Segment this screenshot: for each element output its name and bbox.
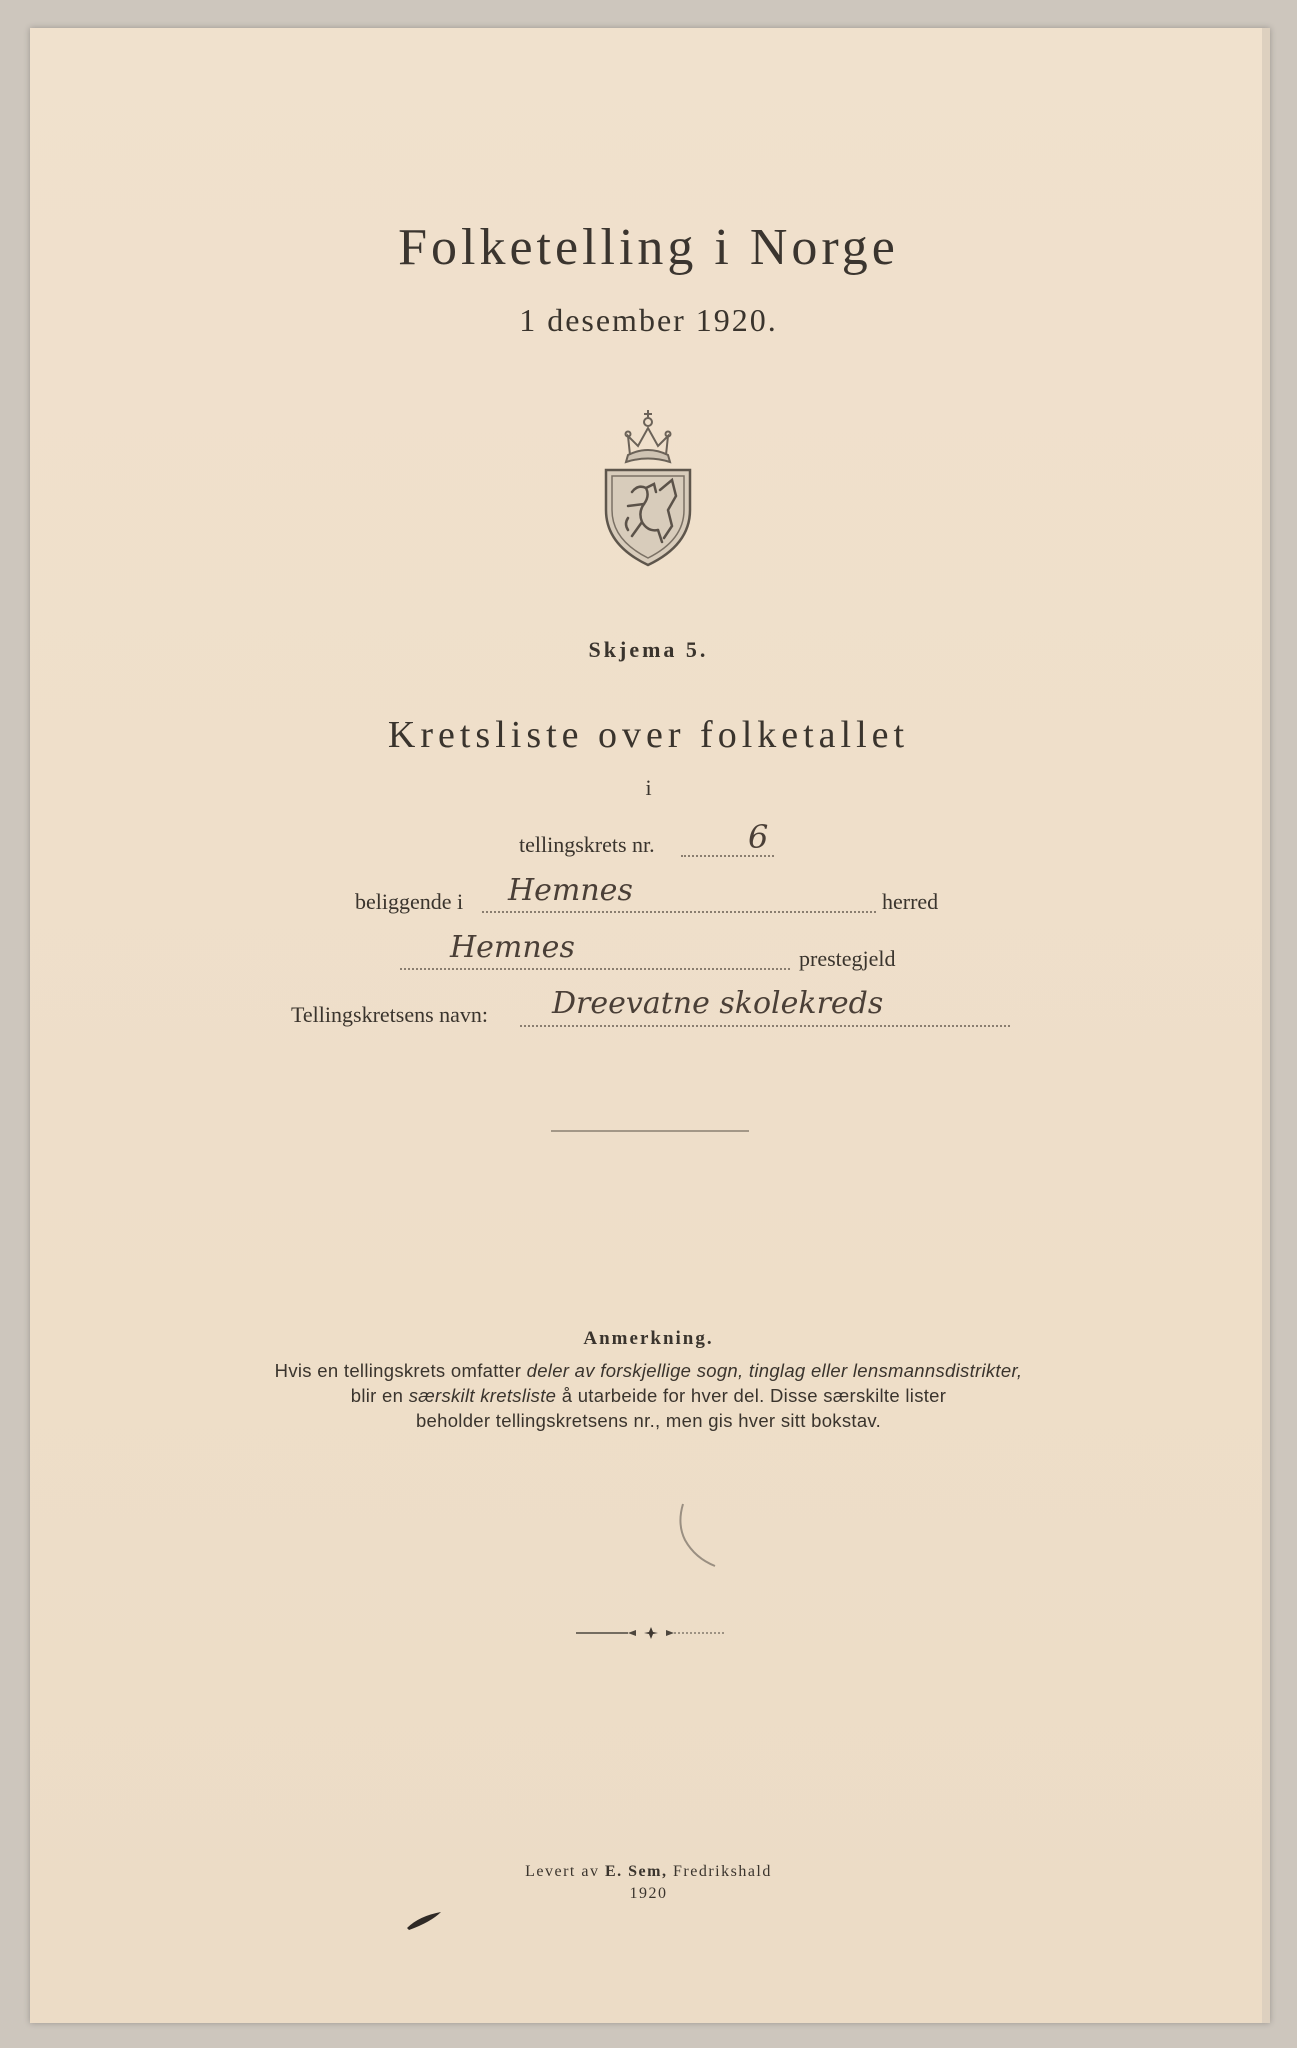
navn-label: Tellingskretsens navn: xyxy=(291,1002,489,1027)
navn-value: Dreevatne skolekreds xyxy=(552,986,884,1021)
prestegjeld-dotline xyxy=(400,968,790,970)
divider-rule xyxy=(551,1130,749,1132)
printer-line xyxy=(0,1863,1297,1881)
beliggende-value: Hemnes xyxy=(508,873,633,908)
note-line-1-italic: deler av forskjellige sogn, tinglag eller lensmannsdistrikter, xyxy=(526,1360,1023,1381)
navn-dotline xyxy=(520,1025,1010,1027)
printer-name: E. Sem, xyxy=(604,1863,668,1880)
star-divider-icon xyxy=(576,1625,726,1641)
note-line-2-italic: særskilt kretsliste xyxy=(408,1385,557,1406)
beliggende-label: beliggende i xyxy=(355,889,464,914)
krets-label: tellingskrets nr. xyxy=(519,832,655,857)
printer-year: 1920 xyxy=(629,1885,668,1902)
prestegjeld-label: prestegjeld xyxy=(799,946,896,971)
beliggende-dotline xyxy=(482,911,876,913)
note-line-2-text-a: blir en xyxy=(350,1385,409,1406)
krets-value: 6 xyxy=(748,818,769,856)
pencil-mark xyxy=(675,1500,735,1570)
coat-of-arms-icon xyxy=(598,400,698,570)
herred-label: herred xyxy=(882,889,939,914)
note-title: Anmerkning. xyxy=(583,1328,714,1349)
printer-prefix: Levert av xyxy=(525,1863,605,1880)
note-line-2 xyxy=(200,1383,1097,1408)
preposition: i xyxy=(645,775,652,800)
form-title: Folketelling i Norge xyxy=(398,219,899,276)
prestegjeld-value: Hemnes xyxy=(450,930,575,965)
note-line-2-text-b: å utarbeide for hver del. Disse særskilte lister xyxy=(556,1385,947,1406)
census-date: 1 desember 1920. xyxy=(519,302,778,338)
list-heading: Kretsliste over folketallet xyxy=(387,714,910,756)
note-line-1-text: Hvis en tellingskrets omfatter xyxy=(274,1360,527,1381)
note-body xyxy=(200,1358,1097,1433)
ink-smudge xyxy=(405,1908,445,1932)
note-line-1 xyxy=(200,1358,1097,1383)
note-line-3: beholder tellingskretsens nr., men gis hver sitt bokstav. xyxy=(415,1410,882,1431)
printer-place: Fredrikshald xyxy=(667,1863,772,1880)
schema-number: Skjema 5. xyxy=(588,637,709,662)
